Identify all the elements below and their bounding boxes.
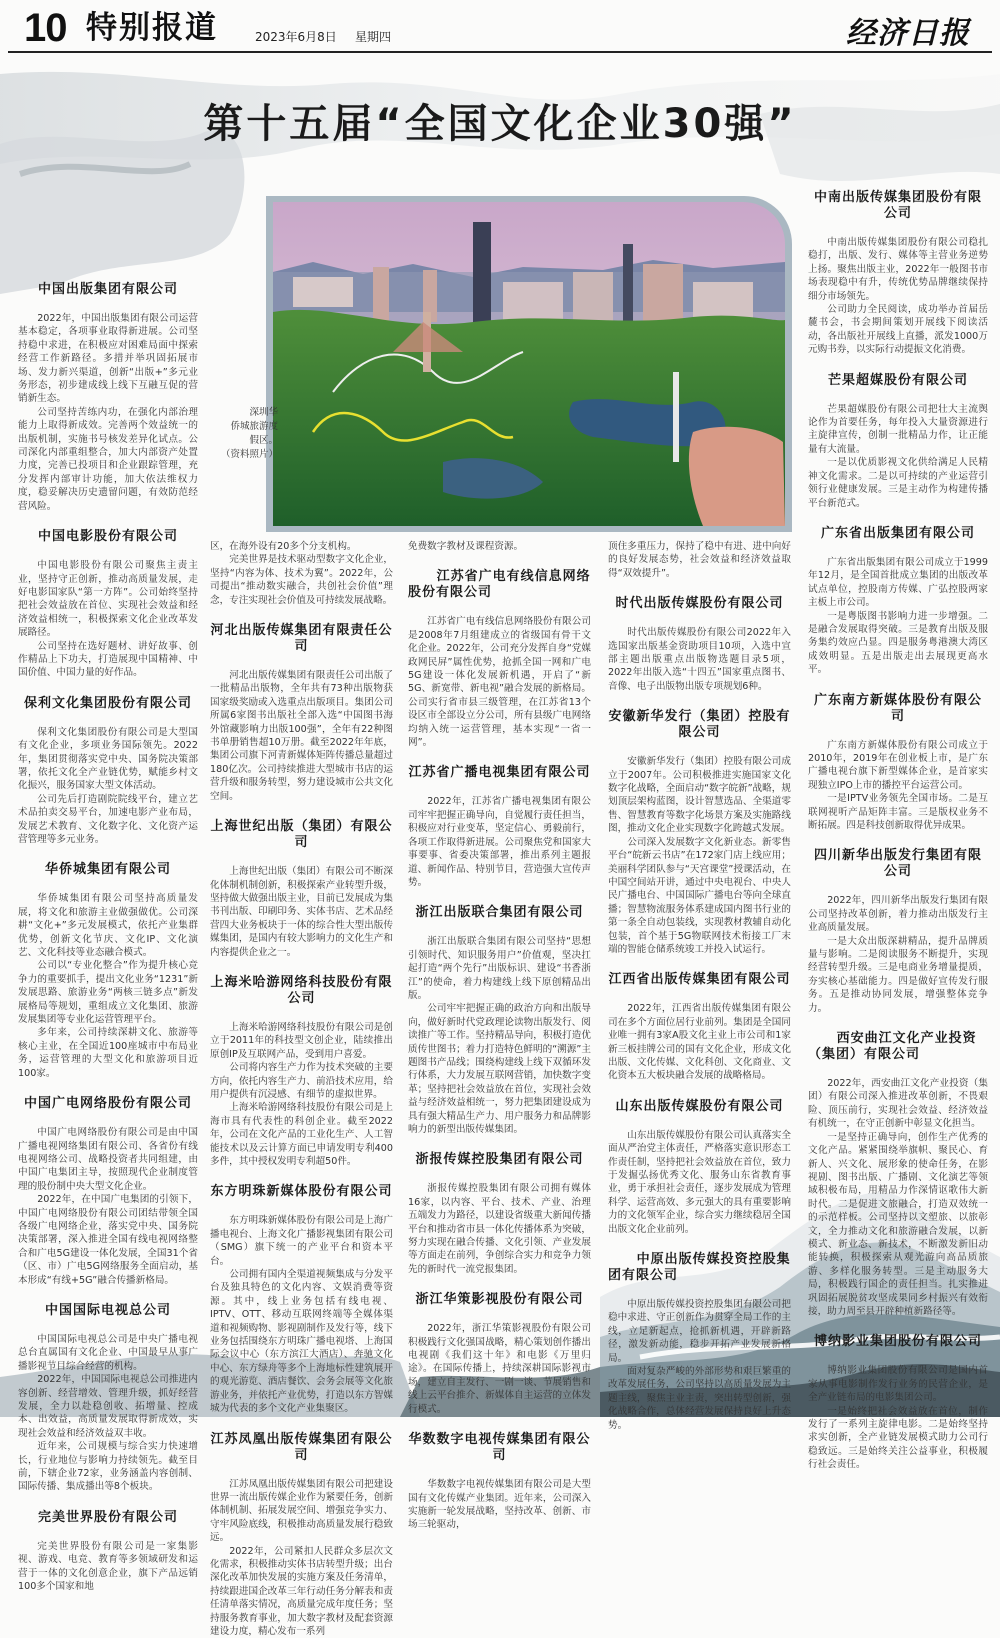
company-heading: 中国广电网络股份有限公司 <box>18 1096 198 1112</box>
caption-line: 假区。 <box>218 434 278 448</box>
photo-caption <box>218 406 278 462</box>
article <box>808 1031 988 1318</box>
article <box>18 1510 198 1594</box>
company-heading: 中原出版传媒投资控股集团有限公司 <box>608 1252 791 1284</box>
article <box>18 1096 198 1287</box>
article-paragraph: 安徽新华发行（集团）控股有限公司成立于2007年。公司积极推进实施国家文化数字化战略，全面启动“数字皖新”战略，规划顶层架构蓝图，设计智慧选品、全渠道零售、智慧教育等数字化场景方案及实施路线图，推动文化企业实现数字化跨越式发展。 <box>608 755 791 835</box>
company-heading: 东方明珠新媒体股份有限公司 <box>210 1184 393 1200</box>
article-paragraph: 2022年，江西省出版传媒集团有限公司在多个方面位居行业前列。集团是全国同业唯一拥有3家A股文化主业上市公司和1家新三板挂牌公司的国有文化企业，形成文化出版、文化传媒、文化科创、文化商业、文化资本五大板块融合发展的战略格局。 <box>608 1002 791 1082</box>
article <box>408 1292 591 1416</box>
caption-line: 深圳华 <box>218 406 278 420</box>
article-paragraph: 一是以优质影视文化供给满足人民精神文化需求。二是以可持续的产业运营引领行业健康发展。三是主动作为构建传播平台新范式。 <box>808 456 988 510</box>
company-heading: 华数数字电视传媒集团有限公司 <box>408 1432 591 1464</box>
article-paragraph: 2022年，公司紧扣人民群众多层次文化需求，积极推动实体书店转型升级；出台深化改革加快发展的实施方案及任务清单，持续跟进国企改革三年行动任务分解表和责任清单落实情况，高质量完成年度任务；坚持服务教育事业，加大数字教材及配套资源建设力度，精心发布一系列 <box>210 1545 393 1638</box>
company-heading: 江西省出版传媒集团有限公司 <box>608 972 791 988</box>
caption-line: 侨城旅游度 <box>218 420 278 434</box>
article-paragraph: 2022年，四川新华出版发行集团有限公司坚持改革创新，着力推动出版发行主业高质量发展。 <box>808 894 988 934</box>
article-paragraph: 公司先后打造剧院院线平台，建立艺术品拍卖交易平台，加速电影产业布局，发展艺术教育、文化数字化、文化资产运营管理等多元业务。 <box>18 793 198 847</box>
article <box>210 1432 393 1638</box>
article-paragraph: 浙报传媒控股集团有限公司拥有媒体16家，以内容、平台、技术、产业、治理五端发力为路径，以建设省级重大新闻传播平台和推动省市县一体化传播体系为突破，努力实现在融合传播、文化引领、产业发展等方面走在前列，争创综合实力和竞争力领先的新时代一流党报集团。 <box>408 1182 591 1276</box>
publication-date: 2023年6月8日 <box>255 28 337 45</box>
article-paragraph: 一是始终把社会效益放在首位，制作发行了一系列主旋律电影。二是始终坚持求实创新，全产业链发展模式助力公司行稳致远。三是始终关注公益事业，积极履行社会责任。 <box>808 1405 988 1472</box>
article-column-1 <box>18 282 198 1593</box>
article-paragraph: 华侨城集团有限公司坚持高质量发展，将文化和旅游主业做强做优。公司深耕“文化+”多元发展模式，依托产业集群优势，创新文化节庆、文化IP、文化演艺、文化科技等业态融合模式。 <box>18 892 198 959</box>
article-paragraph: 上海米哈游网络科技股份有限公司是创立于2011年的科技型文创企业，陆续推出原创IP及互联网产品，受到用户喜爱。 <box>210 1021 393 1061</box>
page-number: 10 <box>24 8 67 48</box>
company-heading: 四川新华出版发行集团有限公司 <box>808 848 988 880</box>
company-heading: 中南出版传媒集团股份有限公司 <box>808 190 988 222</box>
article-paragraph: 公司坚持在选好题材、讲好故事、创作精品上下功夫，打造展现中国精神、中国价值、中国力量的好作品。 <box>18 640 198 680</box>
page-headline: 第十五届“全国文化企业30强” <box>0 92 1000 149</box>
article-paragraph: 2022年，中国出版集团有限公司运营基本稳定，各项事业取得新进展。公司坚持稳中求进，在积极应对困难局面中探索经营工作新路径。多措并举巩固拓展市场、发力新兴渠道，创新“出版+”多元业务形态，初步建成线上线下互融互促的营销新生态。 <box>18 312 198 406</box>
article <box>808 1334 988 1471</box>
company-heading: 中国出版集团有限公司 <box>18 282 198 298</box>
company-heading: 山东出版传媒股份有限公司 <box>608 1099 791 1115</box>
company-heading: 上海米哈游网络科技股份有限公司 <box>210 975 393 1007</box>
article <box>408 765 591 889</box>
article-column-5 <box>808 190 988 1472</box>
article-paragraph: 保利文化集团股份有限公司是大型国有文化企业，多项业务国际领先。2022年，集团贯彻落实党中央、国务院决策部署，依托文化全产业链优势，赋能乡村文化振兴，服务国家大型文体活动。 <box>18 726 198 793</box>
article <box>18 282 198 513</box>
article-paragraph: 公司以“专业化整合”作为提升核心竞争力的重要抓手，提出文化业务“1231”新发展思路、旅游业务“两核三链多点”新发展格局等规划，重组成立文化集团、旅游发展集团等专业化运营管理平台。 <box>18 959 198 1026</box>
article-paragraph: 中国广电网络股份有限公司是由中国广播电视网络集团有限公司、各省份有线电视网络公司、战略投资者共同组建，由中国广电集团主导，按照现代企业制度管理的股份制中央大型文化企业。 <box>18 1126 198 1193</box>
caption-line: （资料照片） <box>218 448 278 462</box>
article <box>18 529 198 680</box>
article <box>608 1099 791 1236</box>
company-heading: 广东省出版集团有限公司 <box>808 526 988 542</box>
article-paragraph: 中南出版传媒集团股份有限公司稳扎稳打，出版、发行、媒体等主营业务逆势上扬。聚焦出版主业，2022年一般图书市场表现稳中有升，传统优势品牌继续保持细分市场领先。 <box>808 236 988 303</box>
article-paragraph: 公司深入发展数字文化新业态。新零售平台“皖新云书店”在172家门店上线应用；美丽科学团队参与“天宫课堂”授课活动，在中国空间站开讲，通过中央电视台、中央人民广播电台、中国国际广播电台等向全球直播；智慧物流服务体系建成国内图书行业的第一条全自动包装线，实现教材教辅自动化包装，首个基于5G物联网技术衔接工厂末端的智能仓储系统竣工并投入试运行。 <box>608 836 791 957</box>
article-paragraph: 上海米哈游网络科技股份有限公司是上海市具有代表性的科创企业。截至2022年，公司在文化产品的工业化生产、人工智能技术以及云计算方面已申请发明专利400多件，其中授权发明专利超50件。 <box>210 1101 393 1168</box>
article <box>808 373 988 510</box>
article-paragraph: 中国国际电视总公司是中央广播电视总台直属国有文化企业、中国最早从事广播影视节目综合经营的机构。 <box>18 1333 198 1373</box>
article-paragraph: 广东南方新媒体股份有限公司成立于2010年，2019年在创业板上市，是广东广播电视台旗下新型媒体企业，是首家实现独立IPO上市的播控平台运营公司。 <box>808 739 988 793</box>
company-heading: 完美世界股份有限公司 <box>18 1510 198 1526</box>
article <box>210 819 393 959</box>
article <box>18 696 198 847</box>
article <box>608 709 791 956</box>
company-heading: 浙江华策影视股份有限公司 <box>408 1292 591 1308</box>
article-paragraph: 中原出版传媒投资控股集团有限公司把稳中求进、守正创新作为贯穿全局工作的主线，立足新起点，抢抓新机遇，开辟新路径，激发新动能，稳步开拓产业发展新格局。 <box>608 1298 791 1365</box>
article-paragraph: 一是粤版图书影响力进一步增强。二是融合发展取得突破。三是教育出版及服务集约效应凸显。四是服务粤港澳大湾区成效明显。五是出版走出去展现更高水平。 <box>808 610 988 677</box>
article <box>408 1152 591 1276</box>
company-heading: 江苏省广电有线信息网络股份有限公司 <box>408 569 591 601</box>
company-heading: 江苏凤凰出版传媒集团有限公司 <box>210 1432 393 1464</box>
article-paragraph: 华数数字电视传媒集团有限公司是大型国有文化传媒产业集团。近年来，公司深入实施新一轮发展战略，坚持改革、创新、市场三轮驱动， <box>408 1478 591 1532</box>
article-paragraph: 上海世纪出版（集团）有限公司不断深化体制机制创新，积极探索产业转型升级，坚持做大做强出版主业，目前已发展成为集书刊出版、印刷印务、实体书店、艺术品经营四大业务板块于一体的综合性大型出版传媒集团，是国内有较大影响力的文化生产和内容提供企业之一。 <box>210 865 393 959</box>
article-paragraph: 公司助力全民阅读，成功举办首届岳麓书会，书会期间策划开展线下阅读活动，各出版社开展线上直播，派发1000万元购书券，以实际行动提振文化消费。 <box>808 303 988 357</box>
company-heading: 中国电影股份有限公司 <box>18 529 198 545</box>
article-column-4 <box>608 540 791 1432</box>
company-heading: 保利文化集团股份有限公司 <box>18 696 198 712</box>
article-paragraph: 芒果超媒股份有限公司把壮大主流舆论作为首要任务，每年投入大量资源进行主旋律宣传，创制一批精品力作，让正能量有大流量。 <box>808 403 988 457</box>
article <box>608 596 791 693</box>
article <box>210 1184 393 1415</box>
article <box>808 526 988 677</box>
article-paragraph: 公司坚持苦练内功，在强化内部治理能力上取得新成效。完善两个效益统一的出版机制，实施书号核发差异化试点。公司深化内部重组整合，加大内部资产处置力度，完善已投项目和企业跟踪管理，充分发挥内部审计功能，加大依法维权力度，稳妥解决历史遗留问题，有效防范经营风险。 <box>18 406 198 513</box>
article-paragraph: 2022年，浙江华策影视股份有限公司积极践行文化强国战略，精心策划创作播出电视剧《我们这十年》和电影《万里归途》。在国际传播上，持续深耕国际影视市场，建立自主发行、一剧一谈、节展销售和线上云平台推介、新媒体自主运营的立体发行模式。 <box>408 1322 591 1416</box>
article-paragraph: 完美世界股份有限公司是一家集影视、游戏、电竞、教育等多领域研发和运营于一体的文化创意企业，旗下产品远销100多个国家和地 <box>18 1540 198 1594</box>
article-paragraph: 一是坚持正确导向，创作生产优秀的文化产品。紧紧围绕举旗帜、聚民心、育新人、兴文化、展形象的使命任务，在影视剧、图书出版、广播剧、文化演艺等领域积极布局，用精品力作深情讴歌伟大新时代。二是促进文旅融合，打造双效统一的示范样板。公司坚持以文塑旅、以旅彰文，全力推动文化和旅游融合发展，以新模式、新业态、新技术，不断激发新旧动能转换，积极探索从观光游向高品质旅游、多样化服务转型。三是主动服务大局，积极践行国企的责任担当。扎实推进巩固拓展脱贫攻坚成果同乡村振兴有效衔接，助力周至县开辟种植新路径等。 <box>808 1131 988 1319</box>
masthead <box>0 0 1000 52</box>
company-heading: 江苏省广播电视集团有限公司 <box>408 765 591 781</box>
article <box>18 862 198 1080</box>
article <box>408 905 591 1136</box>
article-paragraph: 一是IPTV业务领先全国市场。二是互联网视听产品矩阵丰富。三是版权业务不断拓展。四是科技创新取得优异成果。 <box>808 792 988 832</box>
company-heading: 河北出版传媒集团有限责任公司 <box>210 623 393 655</box>
article-paragraph: 河北出版传媒集团有限责任公司出版了一批精品出版物，全年共有73种出版物获国家级奖励或入选重点出版项目。集团公司所属6家图书出版社全部入选“中国图书海外馆藏影响力出版100强”，全年有22种图书单册销售超10万册。截至2022年年底，集团公司旗下河青新媒体矩阵传播总量超过180亿次。公司持续推进大型城市书店的运营升级和服务转型，努力建设城市公共文化空间。 <box>210 669 393 803</box>
article-paragraph-continued: 顶住多重压力，保持了稳中有进、进中向好的良好发展态势，社会效益和经济效益取得“双效提升”。 <box>608 540 791 580</box>
article <box>408 569 591 749</box>
article-paragraph: 江苏省广电有线信息网络股份有限公司是2008年7月组建成立的省级国有骨干文化企业。2022年，公司充分发挥自身“党媒政网民屏”属性优势，抢抓全国一网和广电5G建设一体化发展新机遇，开启了“新5G、新宽带、新电视”融合发展的新格局。公司实行省市县三级管理，在江苏省13个设区市全部设立分公司，所有县级广电网络均纳入统一运营管理，基本实现“一省一网”。 <box>408 615 591 749</box>
article-paragraph: 广东省出版集团有限公司成立于1999年12月，是全国首批成立集团的出版改革试点单位，控股南方传媒、广弘控股两家主板上市公司。 <box>808 556 988 610</box>
article-paragraph: 2022年，西安曲江文化产业投资（集团）有限公司深入推进改革创新，不畏艰险、顶压前行，实现社会效益、经济效益有机统一，在守正创新中彰显文化担当。 <box>808 1077 988 1131</box>
article-column-3 <box>408 540 591 1532</box>
article-paragraph-continued: 区，在海外设有20多个分支机构。 <box>210 540 393 553</box>
article <box>18 1303 198 1494</box>
article <box>608 1252 791 1432</box>
article <box>210 540 393 607</box>
article <box>808 693 988 833</box>
company-heading: 西安曲江文化产业投资（集团）有限公司 <box>808 1031 988 1063</box>
article <box>210 975 393 1168</box>
masthead-rule <box>8 51 992 53</box>
article-paragraph: 时代出版传媒股份有限公司2022年入选国家出版基金资助项目10项，入选中宣部主题出版重点出版物选题目录5项，2022年出版入选“十四五”国家重点图书、音像、电子出版物出版专项规划6种。 <box>608 626 791 693</box>
article <box>210 623 393 803</box>
article-paragraph: 江苏凤凰出版传媒集团有限公司把建设世界一流出版传媒企业作为紧要任务，创新体制机制、拓展发展空间、增强竞争实力、守牢风险底线，积极推动高质量发展行稳致远。 <box>210 1478 393 1545</box>
article-paragraph: 公司牢牢把握正确的政治方向和出版导向，做好新时代党政理论读物出版发行、阅读推广等工作。坚持精品导向，积极打造优质传世图书；着力打造特色鲜明的“溯源”主题图书产品线；围绕构建线上线下双循环发行体系，大力发展互联网营销，加快数字变革；坚持把社会效益放在首位，实现社会效益与经济效益相统一，努力把集团建设成为具有强大精品生产力、用户服务力和品牌影响力的新型出版传媒集团。 <box>408 1002 591 1136</box>
article-paragraph: 中国电影股份有限公司聚焦主责主业，坚持守正创新，推动高质量发展，走好电影国家队“第一方阵”。公司始终坚持把社会效益放在首位、实现社会效益和经济效益相统一，积极探索文化企业改革发展路径。 <box>18 559 198 639</box>
article-paragraph: 2022年，在中国广电集团的引领下，中国广电网络股份有限公司团结带领全国各级广电网络企业，落实党中央、国务院决策部署，深入推进全国有线电视网络整合和广电5G建设一体化发展，全国31个省（区、市）广电5G网络服务全面启动，基本形成“有线+5G”融合传播新格局。 <box>18 1193 198 1287</box>
article-paragraph: 东方明珠新媒体股份有限公司是上海广播电视台、上海文化广播影视集团有限公司（SMG）旗下统一的产业平台和资本平台。 <box>210 1214 393 1268</box>
article-paragraph: 面对复杂严峻的外部形势和艰巨繁重的改革发展任务，公司坚持以高质量发展为主题主线，聚焦主业主责，突出转型创新，强化战略合作，总体经营发展保持良好上升态势。 <box>608 1365 791 1432</box>
section-name: 特别报道 <box>86 9 218 47</box>
article <box>408 540 591 553</box>
article-paragraph: 公司拥有国内全渠道视频集成与分发平台及独具特色的文化内容、文娱消费等资源。其中，线上业务包括有线电视、IPTV、OTT、移动互联网终端等全媒体渠道和视频购物、影视剧制作及发行等，线下业务包括围绕东方明珠广播电视塔、上海国际会议中心（东方滨江大酒店）、奔驰文化中心、东方绿舟等多个上海地标性建筑展开的观光游览、酒店餐饮、会务会展等文化旅游业务，并依托产业优势，打造以东方智媒城为代表的多个文化产业集聚区。 <box>210 1268 393 1415</box>
article-paragraph: 浙江出版联合集团有限公司坚持“思想引领时代、知识服务用户”价值观，坚决扛起打造“两个先行”出版标识、建设“书香浙江”的使命，着力构建线上线下原创精品出版。 <box>408 935 591 1002</box>
article-paragraph: 一是大众出版深耕精品，提升品牌质量与影响。二是阅读服务不断提升，实现经营转型升级。三是电商业务增量提质，夯实核心基础能力。四是做好宣传发行服务。五是推动协同发展，增强整体竞争力。 <box>808 935 988 1015</box>
article-paragraph: 2022年，中国国际电视总公司推进内容创新、经营增效、管理升级，抓好经营发展，全力以赴稳创收、拓增量、控成本、出效益，高质量发展取得新成效，实现社会效益和经济效益双丰收。 <box>18 1373 198 1440</box>
company-heading: 安徽新华发行（集团）控股有限公司 <box>608 709 791 741</box>
company-heading: 广东南方新媒体股份有限公司 <box>808 693 988 725</box>
article-paragraph: 博纳影业集团股份有限公司是国内首家从事电影制作发行业务的民营企业，是全产业链布局的电影集团公司。 <box>808 1364 988 1404</box>
company-heading: 华侨城集团有限公司 <box>18 862 198 878</box>
article <box>608 972 791 1082</box>
company-heading: 芒果超媒股份有限公司 <box>808 373 988 389</box>
company-heading: 中国国际电视总公司 <box>18 1303 198 1319</box>
article-paragraph: 山东出版传媒股份有限公司认真落实全面从严治党主体责任，严格落实意识形态工作责任制，坚持把社会效益放在首位，致力于发掘弘扬优秀文化、服务山东省教育事业，勇于承担社会责任，逐步发展成为管理科学、运营高效、多元强大的具有重要影响力的文化领军企业，综合实力继续稳居全国出版文化企业前列。 <box>608 1129 791 1236</box>
article <box>808 190 988 357</box>
company-heading: 时代出版传媒股份有限公司 <box>608 596 791 612</box>
article-paragraph: 公司将内容生产力作为技术突破的主要方向，依托内容生产力、前沿技术应用，给用户提供有沉浸感、有细节的虚拟世界。 <box>210 1061 393 1101</box>
article-paragraph: 完美世界是技术驱动型数字文化企业，坚持“内容为体、技术为翼”。2022年，公司提出“推动数实融合，共创社会价值”理念，专注实现社会价值及可持续发展战略。 <box>210 553 393 607</box>
company-heading: 博纳影业集团股份有限公司 <box>808 1334 988 1350</box>
article <box>608 540 791 580</box>
article-paragraph: 2022年，江苏省广播电视集团有限公司牢牢把握正确导向，自觉履行责任担当，积极应对行业变革，坚定信心、勇毅前行，各项工作取得新进展。公司聚焦党和国家大事要事、省委决策部署，推出系列主题报道、新闻作品、特别节目，营造强大宣传声势。 <box>408 795 591 889</box>
company-heading: 浙报传媒控股集团有限公司 <box>408 1152 591 1168</box>
aerial-resort-illustration <box>273 202 785 526</box>
publication-weekday: 星期四 <box>355 28 391 45</box>
article-column-2 <box>210 540 393 1638</box>
theme-park-photo <box>273 202 785 526</box>
company-heading: 浙江出版联合集团有限公司 <box>408 905 591 921</box>
article-paragraph-continued: 免费数字教材及课程资源。 <box>408 540 591 553</box>
article-paragraph: 近年来，公司规模与综合实力快速增长，行业地位与影响力持续领先。截至目前，下辖企业72家，业务涵盖内容创制、国际传播、集成播出等8个板块。 <box>18 1440 198 1494</box>
newspaper-logo: 经济日报 <box>846 8 970 52</box>
article <box>808 848 988 1015</box>
company-heading: 上海世纪出版（集团）有限公司 <box>210 819 393 851</box>
article <box>408 1432 591 1532</box>
article-paragraph: 多年来，公司持续深耕文化、旅游等核心主业，在全国近100座城市中布局业务，运营管理的大型文化和旅游项目近100家。 <box>18 1026 198 1080</box>
